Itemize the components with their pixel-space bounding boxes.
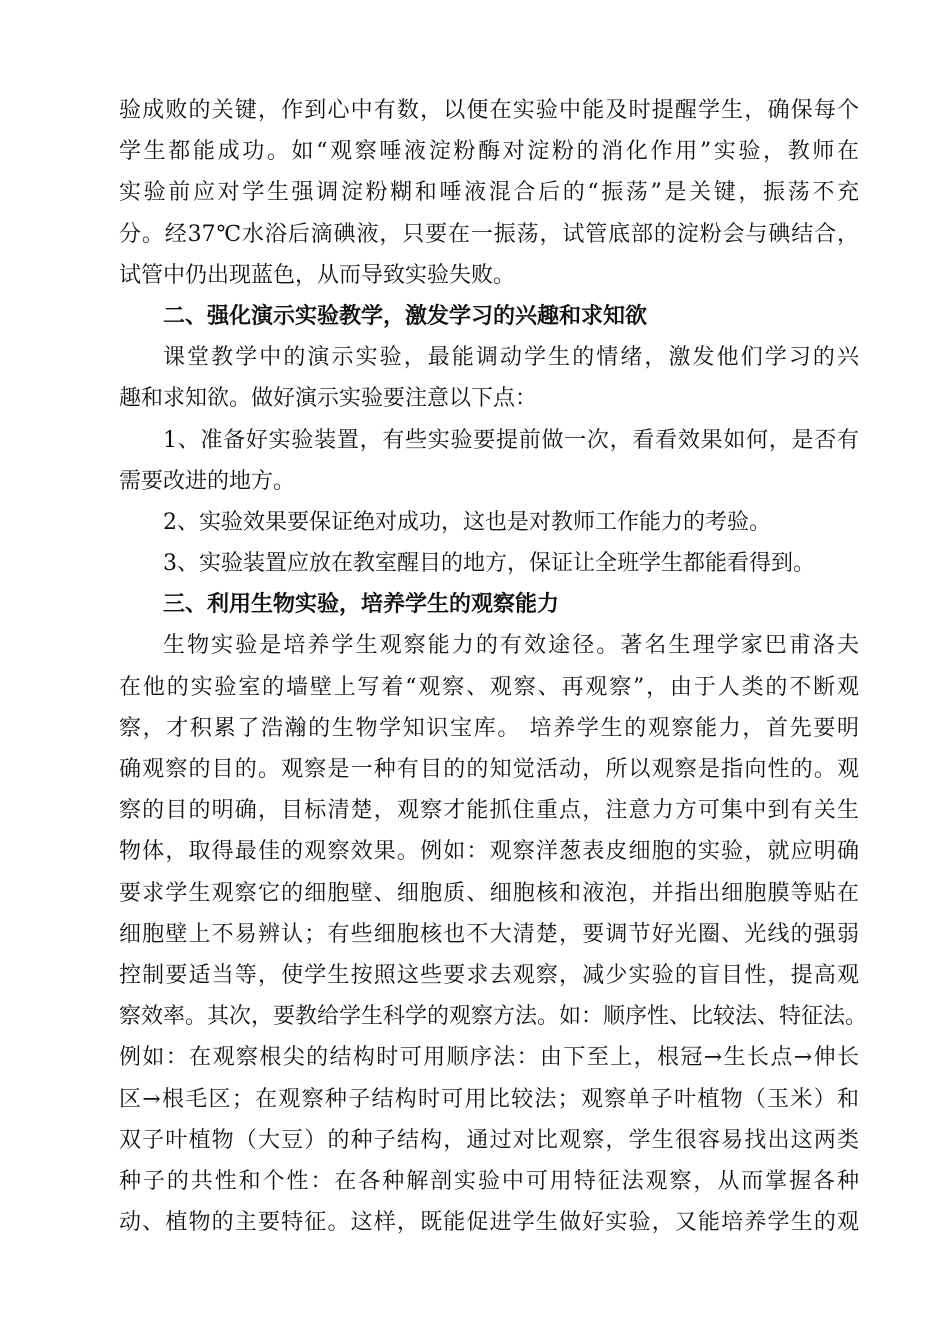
text-line: 察效率。其次，要教给学生科学的观察方法。如：顺序性、比较法、特征法。 bbox=[119, 1004, 868, 1030]
text-line: 需要改进的地方。 bbox=[119, 468, 296, 494]
text-line: 验成败的关键，作到心中有数，以便在实验中能及时提醒学生，确保每个 bbox=[119, 98, 859, 123]
text-line: 1、准备好实验装置，有些实验要提前做一次，看看效果如何，是否有 bbox=[163, 427, 859, 453]
text-line: 确观察的目的。观察是一种有目的的知觉活动，所以观察是指向性的。观 bbox=[119, 757, 859, 782]
text-line: 生物实验是培养学生观察能力的有效途径。著名生理学家巴甫洛夫 bbox=[163, 633, 859, 659]
text-line: 动、植物的主要特征。这样，既能促进学生做好实验，又能培养学生的观 bbox=[119, 1210, 859, 1236]
text-line: 趣和求知欲。做好演示实验要注意以下点： bbox=[119, 386, 538, 412]
text-line: 试管中仍出现蓝色，从而导致实验失败。 bbox=[119, 262, 516, 288]
section-heading: 三、利用生物实验，培养学生的观察能力 bbox=[163, 591, 560, 618]
document-page bbox=[119, 90, 868, 1243]
text-line: 控制要适当等，使学生按照这些要求去观察，减少实验的盲目性，提高观 bbox=[119, 962, 859, 988]
text-line: 课堂教学中的演示实验，最能调动学生的情绪，激发他们学习的兴 bbox=[163, 345, 859, 371]
text-line: 实验前应对学生强调淀粉糊和唾液混合后的“振荡”是关键，振荡不充 bbox=[119, 180, 859, 206]
text-line: 察，才积累了浩瀚的生物学知识宝库。 培养学生的观察能力，首先要明 bbox=[119, 715, 859, 741]
text-line: 3、实验装置应放在教室醒目的地方，保证让全班学生都能看得到。 bbox=[163, 551, 815, 577]
text-line: 种子的共性和个性：在各种解剖实验中可用特征法观察，从而掌握各种 bbox=[119, 1168, 859, 1194]
text-line: 在他的实验室的墙壁上写着“观察、观察、再观察”，由于人类的不断观 bbox=[119, 674, 859, 700]
text-line: 察的目的明确，目标清楚，观察才能抓住重点，注意力方可集中到有关生 bbox=[119, 798, 859, 824]
text-line: 双子叶植物（大豆）的种子结构，通过对比观察，学生很容易找出这两类 bbox=[119, 1127, 859, 1153]
text-line: 2、实验效果要保证绝对成功，这也是对教师工作能力的考验。 bbox=[163, 509, 771, 535]
text-line: 分。经37℃水浴后滴碘液，只要在一振荡，试管底部的淀粉会与碘结合， bbox=[119, 221, 859, 247]
text-line: 物体，取得最佳的观察效果。例如：观察洋葱表皮细胞的实验，就应明确 bbox=[119, 839, 859, 865]
section-heading: 二、强化演示实验教学，激发学习的兴趣和求知欲 bbox=[163, 302, 648, 329]
text-line: 要求学生观察它的细胞壁、细胞质、细胞核和液泡，并指出细胞膜等贴在 bbox=[119, 880, 859, 906]
text-line: 学生都能成功。如“观察唾液淀粉酶对淀粉的消化作用”实验，教师在 bbox=[119, 139, 859, 165]
text-line: 例如：在观察根尖的结构时可用顺序法：由下至上，根冠→生长点→伸长 bbox=[119, 1045, 859, 1071]
text-line: 细胞壁上不易辨认；有些细胞核也不大清楚，要调节好光圈、光线的强弱 bbox=[119, 921, 859, 947]
text-line: 区→根毛区；在观察种子结构时可用比较法；观察单子叶植物（玉米）和 bbox=[119, 1086, 859, 1112]
